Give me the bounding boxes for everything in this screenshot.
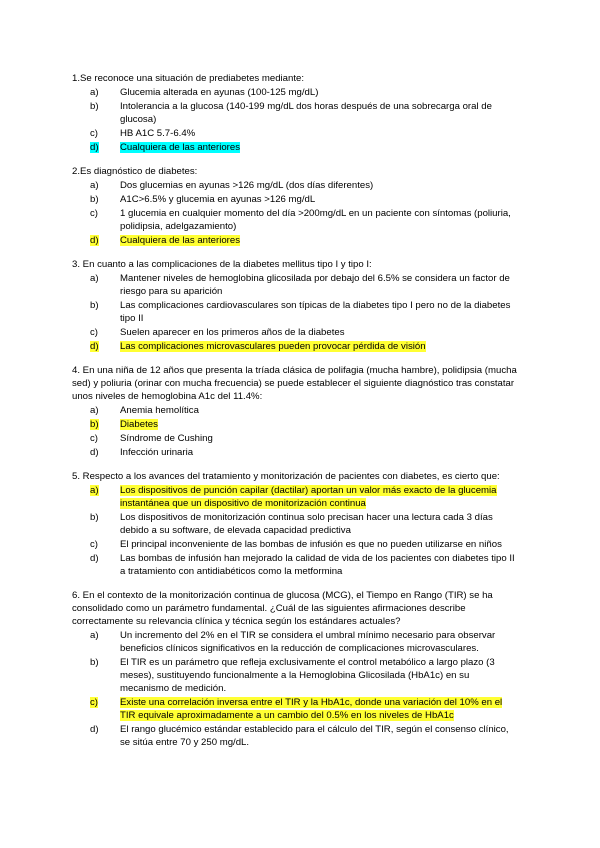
option-text: A1C>6.5% y glucemia en ayunas >126 mg/dL — [120, 194, 316, 205]
option-letter: a) — [90, 485, 99, 496]
option-text: Los dispositivos de punción capilar (dactilar) aportan un valor más exacto de la glucemia instantánea que un dispositivo de monitorización continua — [120, 485, 497, 509]
option-list — [72, 179, 518, 247]
option-letter: a) — [90, 405, 99, 416]
option-letter: d) — [90, 142, 99, 153]
option-text: Dos glucemias en ayunas >126 mg/dL (dos días diferentes) — [120, 180, 374, 191]
option-a — [72, 179, 518, 192]
option-letter: d) — [90, 341, 99, 352]
option-c — [72, 127, 518, 140]
option-text: Intolerancia a la glucosa (140-199 mg/dL dos horas después de una sobrecarga oral de glucosa) — [120, 101, 492, 125]
option-text: Un incremento del 2% en el TIR se considera el umbral mínimo necesario para observar beneficios clínicos significativos en la reducción de complicaciones microvasculares. — [120, 630, 496, 654]
option-letter: d) — [90, 724, 99, 735]
question-5 — [72, 470, 518, 578]
option-text: Cualquiera de las anteriores — [120, 235, 240, 246]
option-list — [72, 86, 518, 154]
option-letter: c) — [90, 433, 98, 444]
option-letter: c) — [90, 327, 98, 338]
option-text: El rango glucémico estándar establecido para el cálculo del TIR, según el consenso clínico, se sitúa entre 70 y 250 mg/dL. — [120, 724, 509, 748]
option-text: HB A1C 5.7-6.4% — [120, 128, 196, 139]
option-text: El principal inconveniente de las bombas de infusión es que no pueden utilizarse en niños — [120, 539, 502, 550]
question-6 — [72, 589, 518, 749]
option-text: Glucemia alterada en ayunas (100-125 mg/dL) — [120, 87, 319, 98]
option-letter: b) — [90, 194, 99, 205]
option-text: Las complicaciones microvasculares pueden provocar pérdida de visión — [120, 341, 426, 352]
option-d — [72, 446, 518, 459]
option-b — [72, 511, 518, 537]
option-text: Mantener niveles de hemoglobina glicosilada por debajo del 6.5% se considera un factor de riesgo para su aparición — [120, 273, 510, 297]
option-letter: a) — [90, 630, 99, 641]
option-letter: c) — [90, 539, 98, 550]
option-text: Infección urinaria — [120, 447, 194, 458]
question-text: 2.Es diagnóstico de diabetes: — [72, 166, 198, 177]
option-text: Existe una correlación inversa entre el TIR y la HbA1c, donde una variación del 10% en el TIR equivale aproximadamente a un cambio del 0.5% en los niveles de HbA1c — [120, 697, 503, 721]
question-4 — [72, 364, 518, 459]
option-letter: d) — [90, 553, 99, 564]
option-d — [72, 552, 518, 578]
option-c — [72, 538, 518, 551]
option-c — [72, 696, 518, 722]
question-text: 3. En cuanto a las complicaciones de la diabetes mellitus tipo I y tipo I: — [72, 259, 372, 270]
option-a — [72, 86, 518, 99]
option-text: Síndrome de Cushing — [120, 433, 213, 444]
option-text: 1 glucemia en cualquier momento del día >200mg/dL en un paciente con síntomas (poliuria, polidipsia, adelgazamiento) — [120, 208, 511, 232]
question-3 — [72, 258, 518, 353]
option-b — [72, 418, 518, 431]
option-d — [72, 723, 518, 749]
option-a — [72, 484, 518, 510]
option-list — [72, 404, 518, 459]
option-b — [72, 656, 518, 695]
option-list — [72, 484, 518, 578]
option-letter: c) — [90, 128, 98, 139]
question-text: 6. En el contexto de la monitorización continua de glucosa (MCG), el Tiempo en Rango (TIR) se ha consolidado como un parámetro fundamental. ¿Cuál de las siguientes afirmaciones describe correctamente su relevancia clínica y técnica según los estándares actuales? — [72, 590, 493, 627]
option-text: Las bombas de infusión han mejorado la calidad de vida de los pacientes con diabetes tipo II a tratamiento con antidiabéticos como la metformina — [120, 553, 515, 577]
option-text: Suelen aparecer en los primeros años de la diabetes — [120, 327, 345, 338]
option-text: Los dispositivos de monitorización continua solo precisan hacer una lectura cada 3 días debido a su software, de elevada capacidad predictiva — [120, 512, 493, 536]
option-letter: a) — [90, 87, 99, 98]
option-text: Cualquiera de las anteriores — [120, 142, 240, 153]
option-d — [72, 340, 518, 353]
question-text: 4. En una niña de 12 años que presenta la tríada clásica de polifagia (mucha hambre), polidipsia (mucha sed) y poliuria (orinar con mucha frecuencia) se puede establecer el siguiente diagnóstico tras constatar unos niveles de hemoglobina A1c del 11.4%: — [72, 365, 517, 402]
option-letter: b) — [90, 101, 99, 112]
option-letter: b) — [90, 657, 99, 668]
option-c — [72, 326, 518, 339]
option-letter: a) — [90, 273, 99, 284]
question-text: 5. Respecto a los avances del tratamiento y monitorización de pacientes con diabetes, es cierto que: — [72, 471, 500, 482]
option-list — [72, 629, 518, 749]
option-d — [72, 234, 518, 247]
question-2 — [72, 165, 518, 247]
option-letter: b) — [90, 419, 99, 430]
option-b — [72, 299, 518, 325]
question-text: 1.Se reconoce una situación de prediabetes mediante: — [72, 73, 305, 84]
question-1 — [72, 72, 518, 154]
option-a — [72, 272, 518, 298]
option-b — [72, 100, 518, 126]
option-text: Anemia hemolítica — [120, 405, 199, 416]
option-list — [72, 272, 518, 353]
option-text: Las complicaciones cardiovasculares son típicas de la diabetes tipo I pero no de la diabetes tipo II — [120, 300, 511, 324]
option-letter: a) — [90, 180, 99, 191]
option-text: El TIR es un parámetro que refleja exclusivamente el control metabólico a largo plazo (3 meses), sustituyendo funcionalmente a la Hemoglobina Glicosilada (HbA1c) en su mecanismo de medición. — [120, 657, 495, 694]
option-c — [72, 432, 518, 445]
option-letter: b) — [90, 512, 99, 523]
option-a — [72, 404, 518, 417]
option-letter: c) — [90, 208, 98, 219]
option-d — [72, 141, 518, 154]
option-a — [72, 629, 518, 655]
option-letter: b) — [90, 300, 99, 311]
option-c — [72, 207, 518, 233]
option-text: Diabetes — [120, 419, 158, 430]
option-letter: c) — [90, 697, 98, 708]
option-letter: d) — [90, 235, 99, 246]
option-letter: d) — [90, 447, 99, 458]
option-b — [72, 193, 518, 206]
